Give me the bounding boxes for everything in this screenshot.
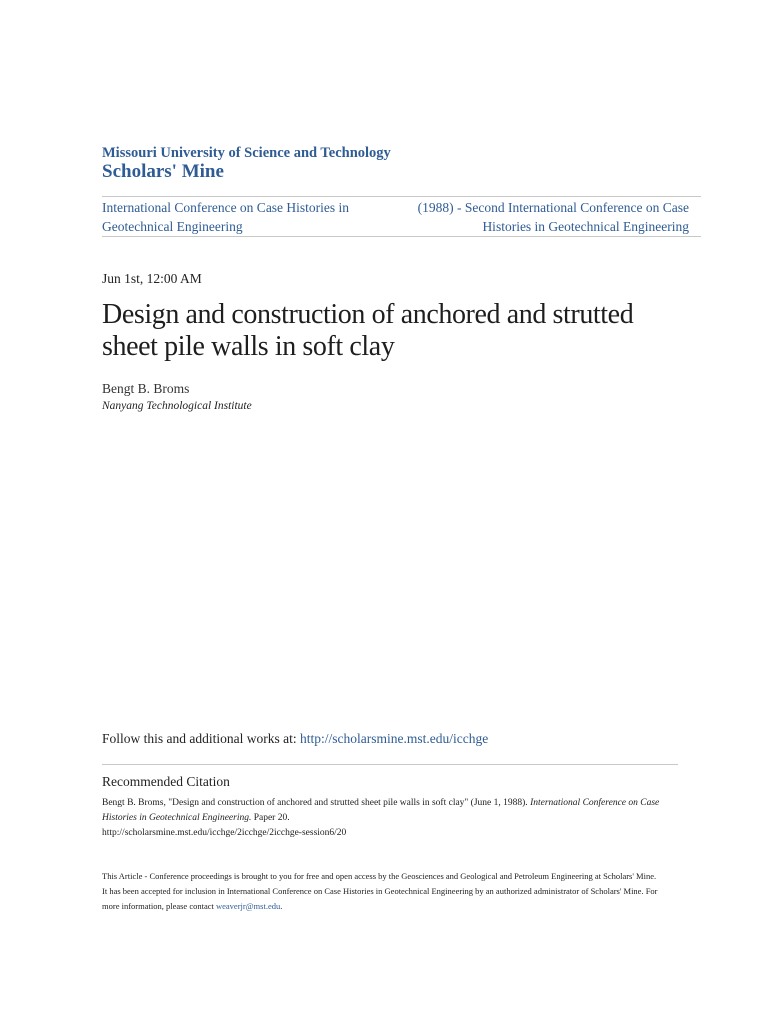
collection-link-proceedings[interactable]: (1988) - Second International Conference on Case Histories in Geotechnical Engineering: [417, 200, 689, 234]
access-notice-end: .: [280, 901, 283, 911]
article-date: Jun 1st, 12:00 AM: [102, 271, 202, 286]
citation-paper: Paper 20.: [251, 813, 290, 823]
collection-link-conference[interactable]: International Conference on Case Histories in Geotechnical Engineering: [102, 200, 350, 234]
contact-email-link[interactable]: weaverjr@mst.edu: [216, 901, 281, 911]
repository-name[interactable]: Scholars' Mine: [102, 161, 224, 182]
article-author: Bengt B. Broms: [102, 381, 190, 396]
top-divider: [102, 196, 701, 197]
citation-main: Bengt B. Broms, "Design and construction of anchored and strutted sheet pile walls in soft clay" (June 1, 1988).: [102, 798, 531, 808]
university-name: Missouri University of Science and Technology: [102, 145, 391, 161]
collection-divider: [102, 236, 701, 237]
citation-url: http://scholarsmine.mst.edu/icchge/2icchge/2icchge-session6/20: [102, 828, 347, 838]
citation-divider: [102, 764, 678, 765]
follow-link[interactable]: http://scholarsmine.mst.edu/icchge: [300, 731, 489, 746]
follow-line: [102, 731, 488, 747]
citation-text: [102, 796, 662, 841]
access-notice: [102, 869, 662, 914]
follow-label: Follow this and additional works at:: [102, 731, 300, 746]
author-affiliation: Nanyang Technological Institute: [102, 400, 252, 412]
access-notice-text: This Article - Conference proceedings is brought to you for free and open access by the Geosciences and Geological and Petroleum Engineering at Scholars' Mine. It has been accepted for inclusion in International Conference on Case Histories in Geotechnical Engineering by an authorized administrator of Scholars' Mine. For more information, please contact: [102, 871, 658, 911]
citation-heading: Recommended Citation: [102, 774, 230, 789]
article-title: Design and construction of anchored and strutted sheet pile walls in soft clay: [102, 299, 634, 362]
citation-conference: International Conference on Case Histories in Geotechnical Engineering.: [102, 798, 660, 823]
